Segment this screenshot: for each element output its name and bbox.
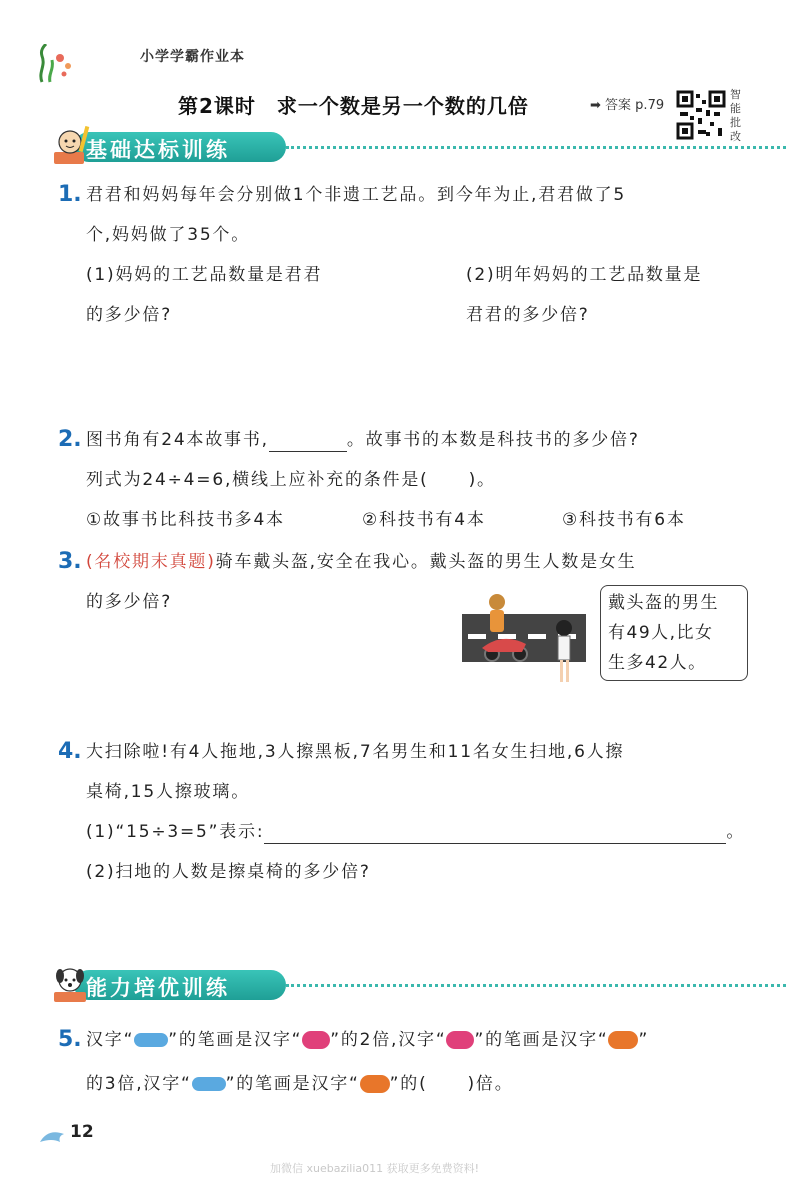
bubble-line: 生多42人。	[608, 653, 707, 673]
pink-blob-icon	[446, 1031, 474, 1049]
question-text: )倍。	[467, 1074, 514, 1094]
answer-paren-space[interactable]	[428, 1073, 468, 1095]
section-title-advanced: 能力培优训练	[86, 976, 230, 1000]
question-text-line	[86, 1073, 514, 1095]
question-text-line: 君君和妈妈每年会分别做1个非遗工艺品。到今年为止,君君做了5	[86, 185, 627, 205]
question-number: 2.	[58, 427, 82, 452]
lesson-title: 第2课时 求一个数是另一个数的几倍	[178, 94, 529, 118]
pencil-mascot-icon	[50, 126, 90, 172]
question-text: 列式为24÷4=6,横线上应补充的条件是(	[86, 470, 429, 490]
question-text: ”的笔画是汉字“	[474, 1030, 609, 1050]
answer-reference	[590, 94, 664, 113]
question-text: ”	[638, 1030, 650, 1050]
qr-label: 智能批改	[730, 88, 741, 143]
question-text: ”的(	[389, 1074, 428, 1094]
question-text: 。故事书的本数是科技书的多少倍?	[346, 430, 640, 450]
orange-blob-icon	[608, 1031, 638, 1049]
question-text: ”的笔画是汉字“	[225, 1074, 360, 1094]
subquestion-1-line: (1)妈妈的工艺品数量是君君	[86, 265, 323, 285]
section-divider	[286, 984, 786, 987]
question-text-line	[86, 469, 496, 491]
blue-blob-icon	[134, 1033, 168, 1047]
section-header-basic	[50, 132, 790, 162]
book-brand: 小学学霸作业本	[140, 49, 245, 65]
question-text-line	[86, 551, 636, 573]
question-text: )。	[468, 470, 496, 490]
question-number: 1.	[58, 182, 82, 207]
answer-blank[interactable]	[269, 429, 347, 452]
question-text: (1)“15÷3=5”表示:	[86, 822, 265, 842]
question-text-line: 大扫除啦!有4人拖地,3人擦黑板,7名男生和11名女生扫地,6人擦	[86, 742, 625, 762]
question-text: ”的2倍,汉字“	[330, 1030, 447, 1050]
dolphin-icon	[38, 1128, 68, 1150]
bubble-line: 有49人,比女	[608, 623, 714, 643]
orange-blob-icon	[360, 1075, 390, 1093]
question-text-line: 个,妈妈做了35个。	[86, 225, 251, 245]
source-tag: (名校期末真题)	[86, 552, 216, 572]
answer-blank[interactable]	[264, 821, 726, 844]
subquestion-1-line: 的多少倍?	[86, 305, 173, 325]
question-text-line	[86, 429, 640, 452]
section-title-basic: 基础达标训练	[86, 138, 230, 162]
page-number: 12	[70, 1122, 94, 1142]
question-text: 。	[726, 822, 746, 842]
bubble-line: 戴头盔的男生	[608, 593, 719, 613]
question-number: 5.	[58, 1027, 82, 1052]
answer-reference-text: 答案 p.79	[605, 98, 665, 113]
question-text-line: 的多少倍?	[86, 592, 173, 612]
section-divider	[286, 146, 786, 149]
answer-paren-space[interactable]	[429, 469, 469, 491]
seaweed-logo-icon	[34, 44, 80, 88]
question-number: 4.	[58, 739, 82, 764]
pink-blob-icon	[302, 1031, 330, 1049]
option-1: ①故事书比科技书多4本	[86, 510, 285, 530]
question-text: 的3倍,汉字“	[86, 1074, 192, 1094]
option-2: ②科技书有4本	[362, 510, 486, 530]
question-text-line: 桌椅,15人擦玻璃。	[86, 782, 251, 802]
question-text-line	[86, 1029, 649, 1051]
blue-blob-icon	[192, 1077, 226, 1091]
speech-bubble-text	[608, 588, 719, 678]
subquestion-2-line: 君君的多少倍?	[466, 305, 590, 325]
question-text: 汉字“	[86, 1030, 135, 1050]
subquestion-2-line: (2)扫地的人数是擦桌椅的多少倍?	[86, 862, 371, 882]
section-header-advanced	[50, 970, 790, 1000]
bike-helmet-illustration	[462, 592, 602, 692]
watermark: 加微信 xuebazilia011 获取更多免费资料!	[270, 1162, 480, 1175]
question-text: 骑车戴头盔,安全在我心。戴头盔的男生人数是女生	[215, 552, 637, 572]
question-text: 图书角有24本故事书,	[86, 430, 269, 450]
subquestion-2-line: (2)明年妈妈的工艺品数量是	[466, 265, 703, 285]
question-number: 3.	[58, 549, 82, 574]
arrow-right-icon: ➡	[590, 98, 601, 113]
dog-mascot-icon	[50, 964, 90, 1010]
subquestion-1-line	[86, 821, 745, 844]
question-text: ”的笔画是汉字“	[168, 1030, 303, 1050]
option-3: ③科技书有6本	[562, 510, 686, 530]
